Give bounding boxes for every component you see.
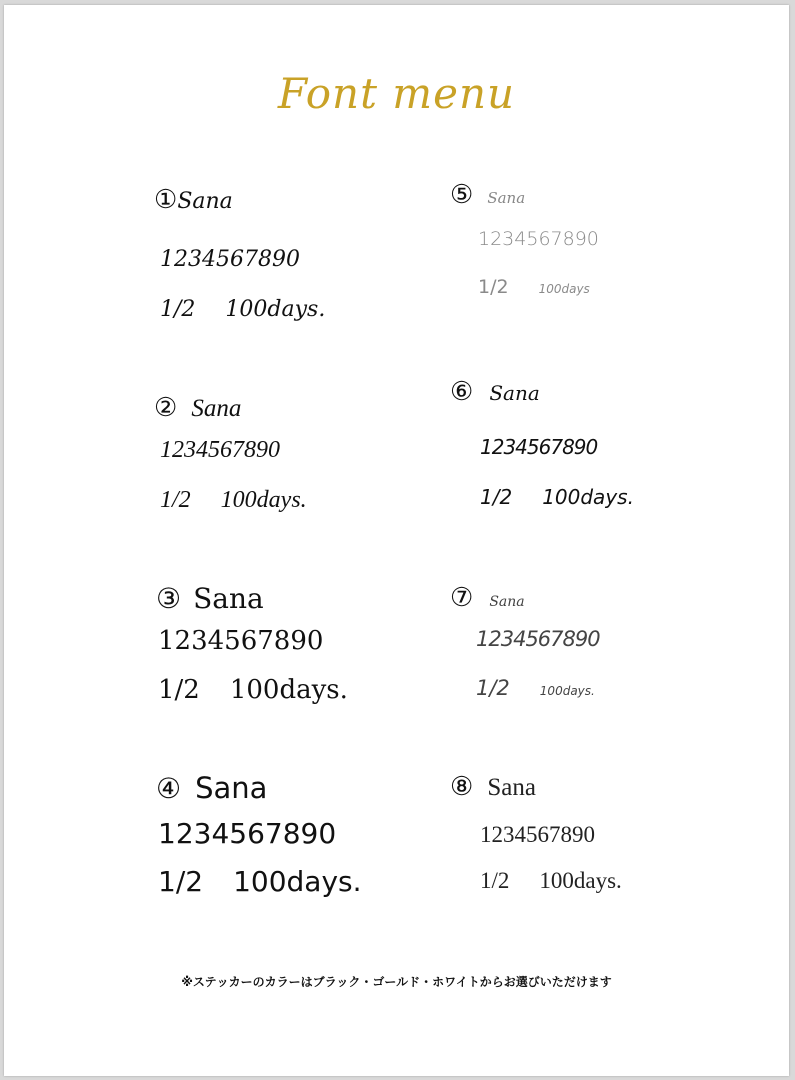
sample-fraction-line [158, 865, 362, 898]
sample-days: 100days. [229, 675, 348, 705]
sample-digits: 1234567890 [480, 435, 598, 459]
sample-number: ⑥ [450, 377, 474, 407]
sticker-color-note: ※ステッカーのカラーはブラック・ゴールド・ホワイトからお選びいただけます [181, 975, 612, 989]
sample-number: ⑧ [450, 772, 474, 802]
sample-digits: 1234567890 [160, 247, 300, 272]
sample-days: 100days [538, 282, 590, 296]
sample-fraction: 1/2 [480, 868, 510, 893]
sample-fraction-line [160, 487, 307, 514]
font-sample-heading [450, 772, 536, 802]
sample-digits: 1234567890 [476, 627, 600, 651]
sample-fraction: 1/2 [158, 865, 204, 898]
sample-name: Sana [191, 395, 242, 422]
sample-digits: 1234567890 [160, 437, 280, 463]
sample-fraction-line [160, 297, 325, 322]
font-sample-heading [450, 180, 525, 210]
sample-days: 100days. [220, 487, 307, 513]
font-menu-page [4, 5, 789, 1076]
sample-fraction-line [478, 276, 590, 298]
font-sample-heading [450, 377, 540, 407]
sample-number: ⑦ [450, 583, 474, 613]
font-sample-heading [154, 185, 233, 215]
sample-number: ① [154, 185, 178, 215]
sample-days: 100days. [233, 865, 362, 898]
font-sample-heading [450, 583, 525, 613]
sample-digits: 1234567890 [480, 822, 595, 847]
sample-number: ④ [156, 772, 182, 805]
sample-number: ③ [156, 582, 182, 615]
font-sample-heading [154, 393, 241, 423]
sample-days: 100days. [225, 297, 326, 322]
font-sample-heading [156, 771, 267, 805]
sample-days: 100days. [539, 868, 622, 893]
sample-fraction-line [480, 485, 634, 509]
sample-fraction-line [476, 676, 595, 700]
sample-fraction: 1/2 [158, 675, 200, 705]
sample-name: Sana [489, 381, 540, 405]
sample-digits: 1234567890 [158, 626, 324, 656]
sample-fraction: 1/2 [480, 485, 513, 509]
sample-fraction-line [158, 675, 348, 705]
sample-name: Sana [487, 189, 526, 207]
sample-digits: 1234567890 [158, 817, 337, 850]
sample-name: Sana [195, 771, 268, 805]
font-sample-heading [156, 582, 264, 615]
sample-name: Sana [487, 774, 536, 801]
sample-fraction: 1/2 [476, 676, 510, 700]
sample-days: 100days. [539, 684, 595, 698]
sample-name: Sana [489, 594, 525, 610]
sample-fraction: 1/2 [160, 297, 196, 322]
sample-digits: 1234567890 [478, 228, 599, 250]
sample-name: Sana [193, 582, 264, 615]
page-title: Font menu [277, 69, 516, 118]
sample-days: 100days. [542, 485, 634, 509]
sample-fraction: 1/2 [160, 487, 191, 513]
sample-fraction-line [480, 868, 622, 894]
sample-fraction: 1/2 [478, 276, 509, 298]
sample-name: Sana [177, 189, 233, 214]
sample-number: ⑤ [450, 180, 474, 210]
sample-number: ② [154, 393, 178, 423]
